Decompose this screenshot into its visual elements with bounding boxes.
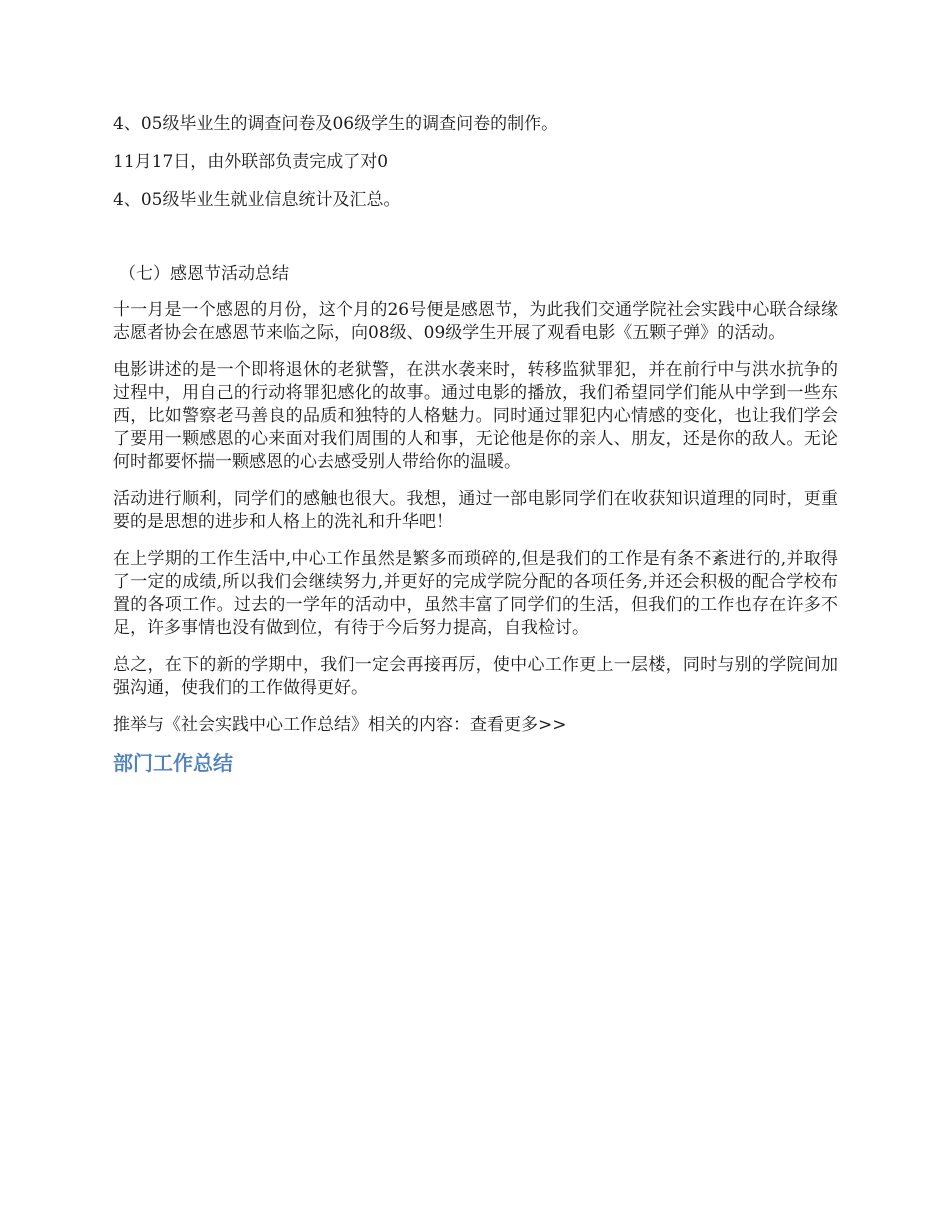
recommend-line xyxy=(113,714,838,737)
view-more-link[interactable]: 查看更多>> xyxy=(470,715,567,735)
section-title: （七）感恩节活动总结 xyxy=(119,264,289,284)
list-item: 4、05级毕业生的调查问卷及06级学生的调查问卷的制作。 xyxy=(113,114,559,134)
paragraph-semester-review: 在上学期的工作生活中,中心工作虽然是繁多而琐碎的,但是我们的工作是有条不紊进行的,并取得了一定的成绩,所以我们会继续努力,并更好的完成学院分配的各项任务,并还会积极的配合学校布置的各项工作。过去的一学年的活动中，虽然丰富了同学们的生活，但我们的工作也存在许多不足，许多事情也没有做到位，有待于今后努力提高，自我检讨。 xyxy=(113,549,838,638)
paragraph-conclusion: 总之，在下的新的学期中，我们一定会再接再厉，使中心工作更上一层楼，同时与别的学院间加强沟通，使我们的工作做得更好。 xyxy=(113,655,838,698)
list-item: 11月17日，由外联部负责完成了对0 xyxy=(113,152,389,172)
paragraph-activity-result: 活动进行顺利，同学们的感触也很大。我想，通过一部电影同学们在收获知识道理的同时，更重要的是思想的进步和人格上的洗礼和升华吧！ xyxy=(113,489,838,532)
list-item: 4、05级毕业生就业信息统计及汇总。 xyxy=(113,190,401,210)
paragraph-thanksgiving-intro: 十一月是一个感恩的月份，这个月的26号便是感恩节，为此我们交通学院社会实践中心联合绿缘志愿者协会在感恩节来临之际，向08级、09级学生开展了观看电影《五颗子弹》的活动。 xyxy=(113,300,838,343)
department-summary-heading: 部门工作总结 xyxy=(113,751,233,775)
paragraph-movie-description: 电影讲述的是一个即将退休的老狱警，在洪水袭来时，转移监狱罪犯，并在前行中与洪水抗争的过程中，用自己的行动将罪犯感化的故事。通过电影的播放，我们希望同学们能从中学到一些东西，比如警察老马善良的品质和独特的人格魅力。同时通过罪犯内心情感的变化，也让我们学会了要用一颗感恩的心来面对我们周围的人和事，无论他是你的亲人、朋友，还是你的敌人。无论何时都要怀揣一颗感恩的心去感受别人带给你的温暖。 xyxy=(113,360,838,472)
recommend-prefix: 推举与《社会实践中心工作总结》相关的内容： xyxy=(113,715,470,735)
